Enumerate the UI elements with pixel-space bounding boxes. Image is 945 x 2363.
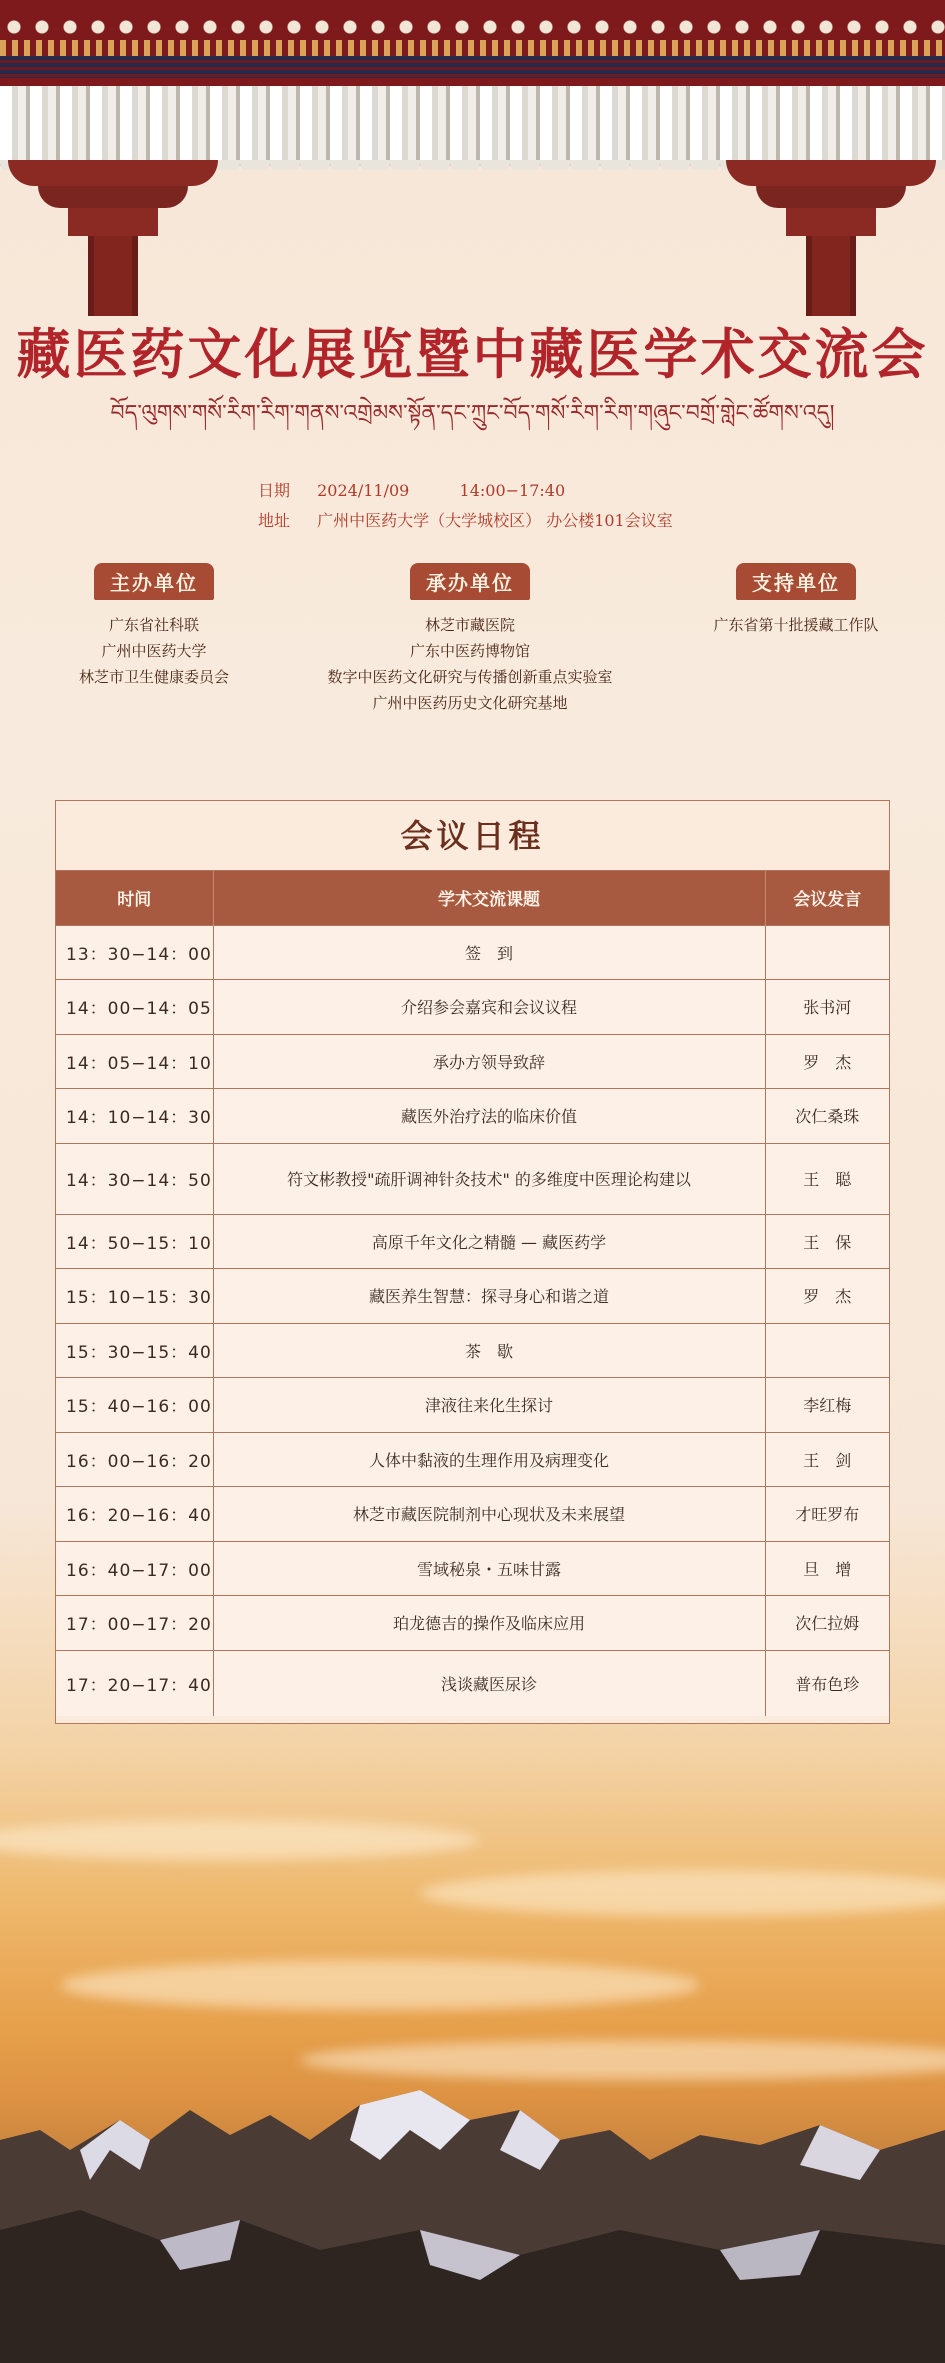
schedule-speaker xyxy=(765,1323,889,1378)
schedule-speaker: 王 剑 xyxy=(765,1432,889,1487)
header-time: 时间 xyxy=(56,871,213,925)
schedule-speaker: 李红梅 xyxy=(765,1378,889,1433)
pillar-left xyxy=(8,160,218,310)
schedule-time: 16：40−17：00 xyxy=(56,1541,213,1596)
schedule-topic: 藏医养生智慧：探寻身心和谐之道 xyxy=(213,1269,765,1324)
schedule-row xyxy=(56,1541,889,1596)
schedule-topic: 浅谈藏医尿诊 xyxy=(213,1650,765,1716)
decorative-stripes xyxy=(0,56,945,78)
host-organizer: 广州中医药大学 xyxy=(101,642,207,660)
undertake-organizer: 广东中医药博物馆 xyxy=(409,642,530,660)
schedule-time: 16：20−16：40 xyxy=(56,1487,213,1542)
schedule-speaker: 王 聪 xyxy=(765,1143,889,1214)
schedule-row xyxy=(56,1143,889,1214)
top-decorative-band xyxy=(0,0,945,90)
header-topic: 学术交流课题 xyxy=(213,871,765,925)
schedule-speaker: 旦 增 xyxy=(765,1541,889,1596)
schedule-topic: 符文彬教授"疏肝调神针灸技术" 的多维度中医理论构建以 xyxy=(213,1143,765,1214)
schedule-speaker xyxy=(765,925,889,980)
host-badge: 主办单位 xyxy=(94,563,214,600)
schedule-time: 14：10−14：30 xyxy=(56,1089,213,1144)
schedule-table xyxy=(56,871,889,1716)
curtain-drape xyxy=(0,86,945,166)
snow-mountains xyxy=(0,2080,945,2363)
schedule-speaker: 王 保 xyxy=(765,1214,889,1269)
undertake-organizer: 林芝市藏医院 xyxy=(424,616,515,634)
schedule-speaker: 次仁拉姆 xyxy=(765,1596,889,1651)
schedule-row xyxy=(56,1214,889,1269)
schedule-row xyxy=(56,925,889,980)
support-organizers xyxy=(686,563,906,638)
schedule-topic: 藏医外治疗法的临床价值 xyxy=(213,1089,765,1144)
support-badge: 支持单位 xyxy=(736,563,856,600)
schedule-time: 16：00−16：20 xyxy=(56,1432,213,1487)
schedule-row xyxy=(56,1596,889,1651)
event-address-line xyxy=(258,508,673,531)
date-label: 日期 xyxy=(258,481,291,500)
schedule-time: 15：40−16：00 xyxy=(56,1378,213,1433)
schedule-panel xyxy=(55,800,890,1724)
cloud xyxy=(300,2040,945,2080)
page-title: 藏医药文化展览暨中藏医学术交流会 xyxy=(16,322,929,386)
time-value: 14:00−17:40 xyxy=(459,481,566,500)
host-organizers xyxy=(54,563,254,690)
undertake-badge: 承办单位 xyxy=(410,563,530,600)
address-label: 地址 xyxy=(258,511,291,530)
cloud xyxy=(420,1870,945,1916)
schedule-time: 14：30−14：50 xyxy=(56,1143,213,1214)
schedule-time: 13：30−14：00 xyxy=(56,925,213,980)
schedule-header-row xyxy=(56,871,889,925)
schedule-time: 14：05−14：10 xyxy=(56,1034,213,1089)
schedule-row xyxy=(56,1487,889,1542)
event-date-line xyxy=(258,478,565,501)
host-organizer: 广东省社科联 xyxy=(108,616,199,634)
schedule-speaker: 张书河 xyxy=(765,980,889,1035)
schedule-time: 15：30−15：40 xyxy=(56,1323,213,1378)
schedule-row xyxy=(56,1432,889,1487)
schedule-time: 14：00−14：05 xyxy=(56,980,213,1035)
decorative-studs xyxy=(0,14,945,40)
cloud xyxy=(0,1820,480,1860)
decorative-pattern xyxy=(0,40,945,56)
schedule-row xyxy=(56,1323,889,1378)
schedule-title: 会议日程 xyxy=(56,801,889,871)
schedule-topic: 承办方领导致辞 xyxy=(213,1034,765,1089)
schedule-speaker: 罗 杰 xyxy=(765,1269,889,1324)
schedule-speaker: 罗 杰 xyxy=(765,1034,889,1089)
host-organizer: 林芝市卫生健康委员会 xyxy=(78,668,229,686)
header-speaker: 会议发言 xyxy=(765,871,889,925)
schedule-topic: 人体中黏液的生理作用及病理变化 xyxy=(213,1432,765,1487)
support-organizer: 广东省第十批援藏工作队 xyxy=(713,616,879,634)
undertake-organizers xyxy=(290,563,650,716)
schedule-row xyxy=(56,1034,889,1089)
schedule-row xyxy=(56,1269,889,1324)
schedule-topic: 茶 歇 xyxy=(213,1323,765,1378)
pillar-right xyxy=(726,160,936,310)
schedule-speaker: 次仁桑珠 xyxy=(765,1089,889,1144)
undertake-organizer: 广州中医药历史文化研究基地 xyxy=(372,694,568,712)
schedule-topic: 高原千年文化之精髓 — 藏医药学 xyxy=(213,1214,765,1269)
schedule-speaker: 才旺罗布 xyxy=(765,1487,889,1542)
schedule-topic: 津液往来化生探讨 xyxy=(213,1378,765,1433)
schedule-topic: 林芝市藏医院制剂中心现状及未来展望 xyxy=(213,1487,765,1542)
schedule-row xyxy=(56,1089,889,1144)
schedule-topic: 介绍参会嘉宾和会议议程 xyxy=(213,980,765,1035)
schedule-speaker: 普布色珍 xyxy=(765,1650,889,1716)
undertake-organizer: 数字中医药文化研究与传播创新重点实验室 xyxy=(327,668,613,686)
schedule-topic: 签 到 xyxy=(213,925,765,980)
schedule-row xyxy=(56,1378,889,1433)
address-value: 广州中医药大学（大学城校区） 办公楼101会议室 xyxy=(317,511,673,530)
schedule-time: 15：10−15：30 xyxy=(56,1269,213,1324)
schedule-topic: 珀龙德吉的操作及临床应用 xyxy=(213,1596,765,1651)
date-value: 2024/11/09 xyxy=(317,481,410,500)
schedule-time: 17：20−17：40 xyxy=(56,1650,213,1716)
schedule-time: 14：50−15：10 xyxy=(56,1214,213,1269)
schedule-row xyxy=(56,1650,889,1716)
schedule-topic: 雪域秘泉・五味甘露 xyxy=(213,1541,765,1596)
cloud xyxy=(60,1960,700,2010)
schedule-row xyxy=(56,980,889,1035)
tibetan-subtitle: བོད་ལུགས་གསོ་རིག་རིག་གནས་འགྲེམས་སྟོན་དང་ཀྲུང་བོད་གསོ་རིག་རིག་གཞུང་བགྲོ་གླེང་ཚོགས་འདུ། xyxy=(110,401,835,426)
schedule-time: 17：00−17：20 xyxy=(56,1596,213,1651)
